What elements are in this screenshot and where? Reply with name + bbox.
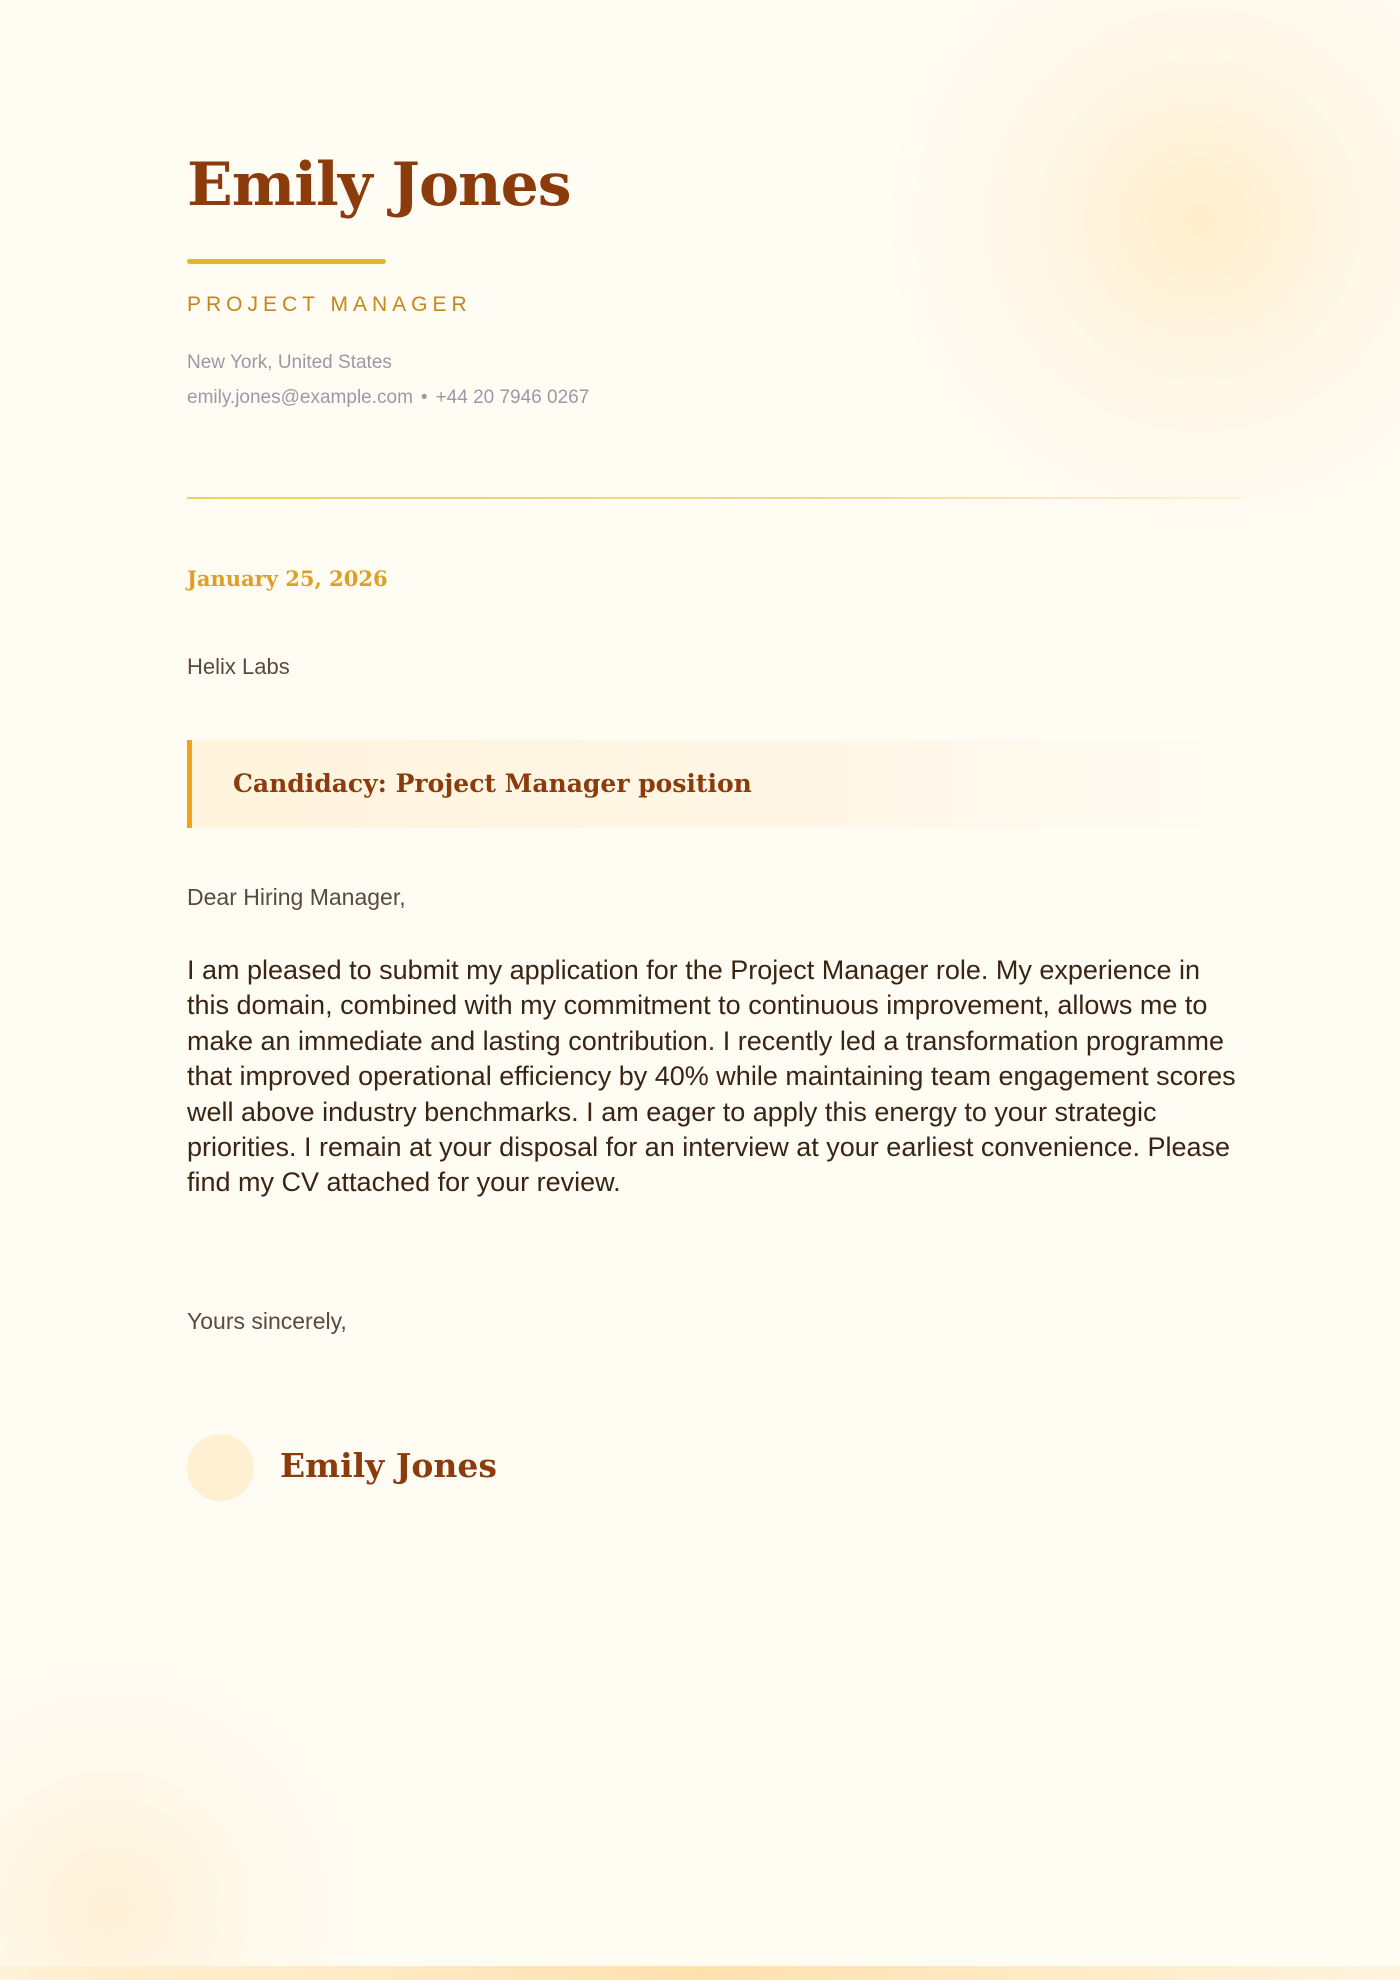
header-divider [187,497,1242,499]
location: New York, United States [187,352,392,373]
phone-number[interactable]: +44 20 7946 0267 [435,387,590,408]
signature-avatar [187,1434,254,1501]
closing: Yours sincerely, [187,1308,347,1334]
contact-line [187,385,589,411]
recipient-company: Helix Labs [187,654,290,679]
contact-separator: • [420,387,428,408]
decorative-bottom-band [0,1966,1400,1980]
signature-name: Emily Jones [280,1446,497,1485]
applicant-name: Emily Jones [187,150,571,220]
letter-date: January 25, 2026 [187,566,388,591]
decorative-glow-bottom [0,1600,420,1980]
job-title: PROJECT MANAGER [187,293,472,316]
subject-line: Candidacy: Project Manager position [233,769,752,798]
salutation: Dear Hiring Manager, [187,884,406,910]
letter-body: I am pleased to submit my application for the Project Manager role. My experience in this domain, combined with my commitment to continuous improvement, allows me to make an immediate and lasting contribution. I recently led a transformation programme that improved operational efficiency by 40% while maintaining team engagement scores well above industry benchmarks. I am eager to apply this energy to your strategic priorities. I remain at your disposal for an interview at your earliest convenience. Please find my CV attached for your review. [187,955,1236,1198]
decorative-glow-top [820,0,1400,600]
subject-callout [187,740,1204,828]
name-underline [187,259,386,264]
email-link[interactable]: emily.jones@example.com [187,387,413,408]
